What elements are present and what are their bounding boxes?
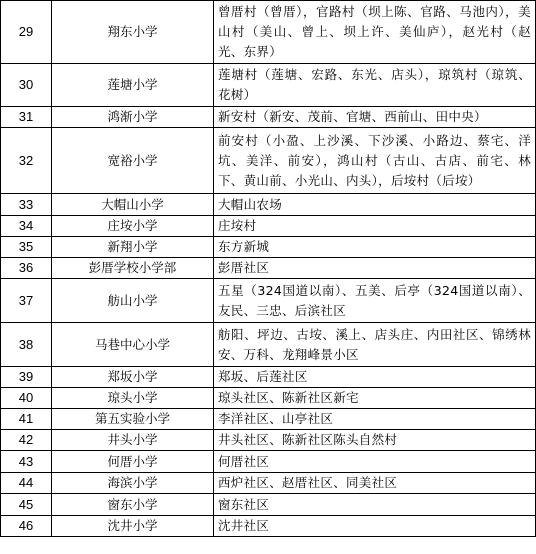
school-name: 大帽山小学 bbox=[52, 194, 214, 216]
row-number: 33 bbox=[1, 194, 52, 216]
table-row bbox=[1, 216, 536, 237]
enrollment-area: 大帽山农场 bbox=[214, 194, 536, 216]
row-number: 38 bbox=[1, 323, 52, 367]
table-row bbox=[1, 194, 536, 216]
table-row bbox=[1, 1, 536, 64]
row-number: 32 bbox=[1, 128, 52, 194]
school-name: 莲塘小学 bbox=[52, 64, 214, 107]
row-number: 42 bbox=[1, 430, 52, 451]
enrollment-area: 新安村（新安、茂前、官塘、西前山、田中央） bbox=[214, 107, 536, 128]
enrollment-area: 庄垵村 bbox=[214, 216, 536, 237]
enrollment-area: 郑坂、后莲社区 bbox=[214, 367, 536, 388]
school-name: 彭厝学校小学部 bbox=[52, 258, 214, 279]
table-row bbox=[1, 279, 536, 323]
school-name: 沈井小学 bbox=[52, 516, 214, 537]
row-number: 45 bbox=[1, 494, 52, 516]
school-name: 宽裕小学 bbox=[52, 128, 214, 194]
school-name: 琼头小学 bbox=[52, 388, 214, 409]
table-row bbox=[1, 128, 536, 194]
school-name: 新翔小学 bbox=[52, 237, 214, 258]
enrollment-area: 莲塘村（莲塘、宏路、东光、店头），琼筑村（琼筑、花树） bbox=[214, 64, 536, 107]
school-name: 窗东小学 bbox=[52, 494, 214, 516]
school-name: 井头小学 bbox=[52, 430, 214, 451]
enrollment-area: 李洋社区、山亭社区 bbox=[214, 409, 536, 430]
row-number: 35 bbox=[1, 237, 52, 258]
school-name: 何厝小学 bbox=[52, 451, 214, 473]
table-row bbox=[1, 430, 536, 451]
enrollment-area: 窗东社区 bbox=[214, 494, 536, 516]
school-name: 第五实验小学 bbox=[52, 409, 214, 430]
enrollment-area: 东方新城 bbox=[214, 237, 536, 258]
school-name: 海滨小学 bbox=[52, 473, 214, 494]
row-number: 46 bbox=[1, 516, 52, 537]
row-number: 40 bbox=[1, 388, 52, 409]
table-row bbox=[1, 451, 536, 473]
enrollment-area: 五星（324国道以南）、五美、后亭（324国道以南）、友民、三忠、后滨社区 bbox=[214, 279, 536, 323]
row-number: 34 bbox=[1, 216, 52, 237]
row-number: 44 bbox=[1, 473, 52, 494]
enrollment-area: 曾厝村（曾厝），官路村（坝上陈、官路、马池内），美山村（美山、曾上、坝上许、美仙庐），赵光村（赵光、东界） bbox=[214, 1, 536, 64]
enrollment-area: 彭厝社区 bbox=[214, 258, 536, 279]
enrollment-area: 舫阳、坪边、古垵、溪上、店头庄、内田社区、锦绣林安、万科、龙翔峰景小区 bbox=[214, 323, 536, 367]
table-row bbox=[1, 516, 536, 537]
row-number: 37 bbox=[1, 279, 52, 323]
table-row bbox=[1, 237, 536, 258]
table-row bbox=[1, 494, 536, 516]
school-name: 翔东小学 bbox=[52, 1, 214, 64]
table-row bbox=[1, 473, 536, 494]
table-row bbox=[1, 409, 536, 430]
enrollment-area: 西炉社区、赵厝社区、同美社区 bbox=[214, 473, 536, 494]
enrollment-area: 何厝社区 bbox=[214, 451, 536, 473]
school-name: 庄垵小学 bbox=[52, 216, 214, 237]
table-row bbox=[1, 107, 536, 128]
row-number: 41 bbox=[1, 409, 52, 430]
row-number: 30 bbox=[1, 64, 52, 107]
enrollment-area: 井头社区、陈新社区陈头自然村 bbox=[214, 430, 536, 451]
school-name: 鸿渐小学 bbox=[52, 107, 214, 128]
row-number: 36 bbox=[1, 258, 52, 279]
enrollment-area: 沈井社区 bbox=[214, 516, 536, 537]
table-row bbox=[1, 64, 536, 107]
row-number: 43 bbox=[1, 451, 52, 473]
table-row bbox=[1, 367, 536, 388]
table-row bbox=[1, 323, 536, 367]
row-number: 31 bbox=[1, 107, 52, 128]
school-name: 马巷中心小学 bbox=[52, 323, 214, 367]
enrollment-area: 琼头社区、陈新社区新宅 bbox=[214, 388, 536, 409]
row-number: 39 bbox=[1, 367, 52, 388]
school-name: 郑坂小学 bbox=[52, 367, 214, 388]
row-number: 29 bbox=[1, 1, 52, 64]
enrollment-area: 前安村（小盈、上沙溪、下沙溪、小路边、蔡宅、洋坑、美洋、前安），鸿山村（古山、古店、前宅、林下、黄山前、小光山、内头），后垵村（后垵） bbox=[214, 128, 536, 194]
table-row bbox=[1, 258, 536, 279]
school-name: 舫山小学 bbox=[52, 279, 214, 323]
table-row bbox=[1, 388, 536, 409]
